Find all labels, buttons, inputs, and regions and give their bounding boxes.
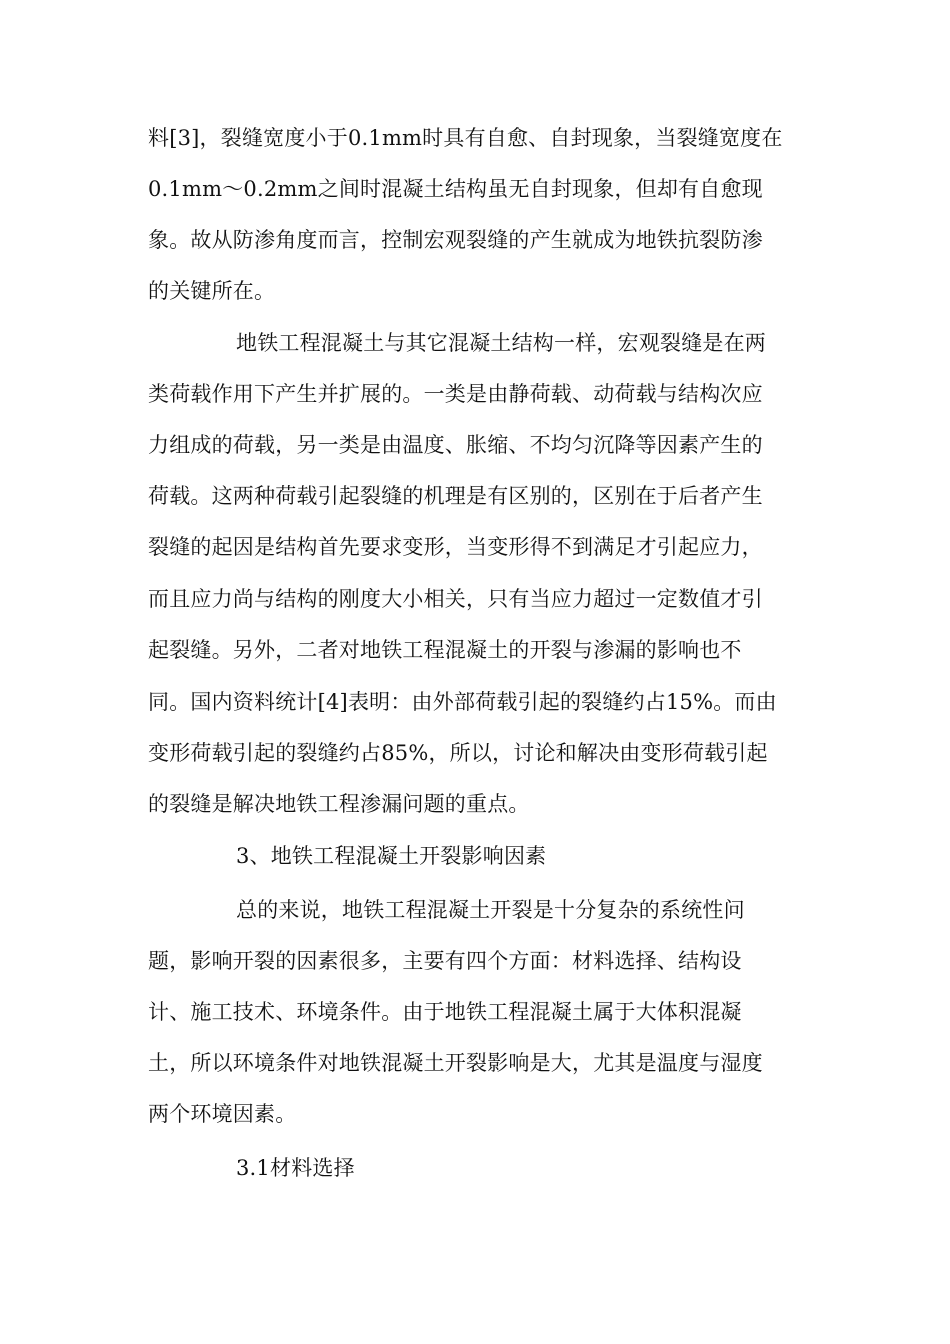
- text-line-5: 地铁工程混凝土与其它混凝土结构一样，宏观裂缝是在两: [236, 331, 766, 355]
- text-line-17: 题，影响开裂的因素很多，主要有四个方面：材料选择、结构设: [148, 949, 742, 973]
- text-line-9: 裂缝的起因是结构首先要求变形，当变形得不到满足才引起应力，: [148, 535, 763, 559]
- text-line-19: 土，所以环境条件对地铁混凝土开裂影响是大，尤其是温度与湿度: [148, 1051, 763, 1075]
- text-line-18: 计、施工技术、环境条件。由于地铁工程混凝土属于大体积混凝: [148, 1000, 742, 1024]
- text-line-1: 料[3]，裂缝宽度小于0.1mm时具有自愈、自封现象，当裂缝宽度在: [148, 126, 783, 150]
- section-heading-3-1: 3.1材料选择: [236, 1156, 355, 1180]
- text-line-13: 变形荷载引起的裂缝约占85%，所以，讨论和解决由变形荷载引起: [148, 741, 768, 765]
- text-line-4: 的关键所在。: [148, 279, 276, 303]
- section-heading-3: 3、地铁工程混凝土开裂影响因素: [236, 844, 547, 868]
- text-line-6: 类荷载作用下产生并扩展的。一类是由静荷载、动荷载与结构次应: [148, 382, 763, 406]
- text-line-7: 力组成的荷载，另一类是由温度、胀缩、不均匀沉降等因素产生的: [148, 433, 763, 457]
- text-line-12: 同。国内资料统计[4]表明：由外部荷载引起的裂缝约占15%。而由: [148, 690, 777, 714]
- text-line-14: 的裂缝是解决地铁工程渗漏问题的重点。: [148, 792, 530, 816]
- text-line-20: 两个环境因素。: [148, 1102, 297, 1126]
- text-line-16: 总的来说，地铁工程混凝土开裂是十分复杂的系统性问: [236, 898, 745, 922]
- text-line-10: 而且应力尚与结构的刚度大小相关，只有当应力超过一定数值才引: [148, 587, 763, 611]
- text-line-11: 起裂缝。另外，二者对地铁工程混凝土的开裂与渗漏的影响也不: [148, 638, 742, 662]
- text-line-3: 象。故从防渗角度而言，控制宏观裂缝的产生就成为地铁抗裂防渗: [148, 228, 763, 252]
- text-line-8: 荷载。这两种荷载引起裂缝的机理是有区别的，区别在于后者产生: [148, 484, 763, 508]
- text-line-2: 0.1mm～0.2mm之间时混凝土结构虽无自封现象，但却有自愈现: [148, 177, 763, 201]
